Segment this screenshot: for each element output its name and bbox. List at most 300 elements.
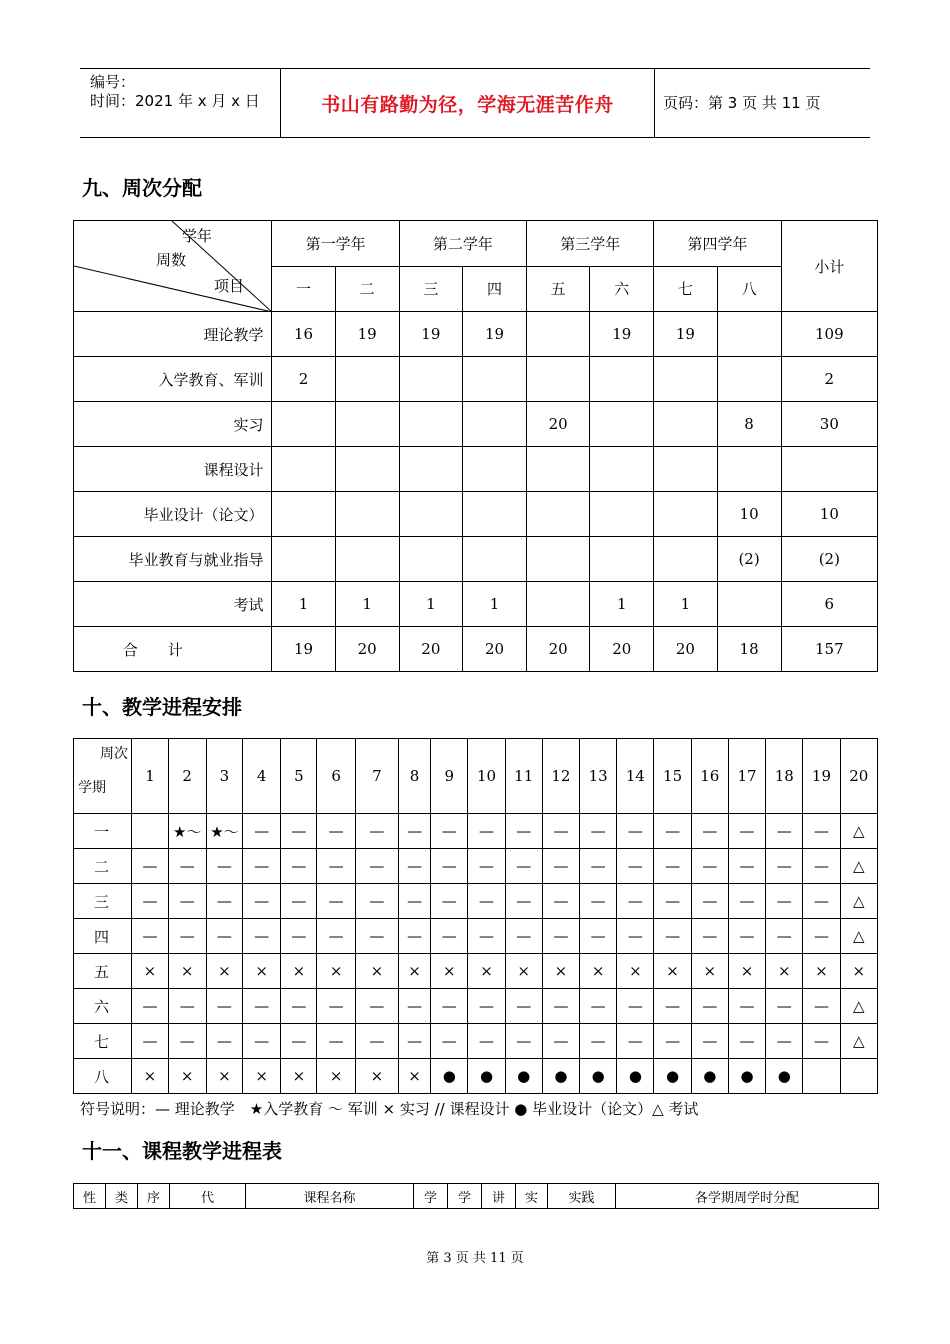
schedule-cell: — — [654, 1024, 691, 1059]
week-header: 14 — [617, 739, 654, 814]
year-header: 第三学年 — [527, 221, 654, 267]
week-header: 15 — [654, 739, 691, 814]
table-cell: 19 — [462, 312, 526, 357]
schedule-cell: × — [431, 954, 468, 989]
schedule-cell: △ — [840, 1024, 877, 1059]
schedule-cell: × — [206, 954, 242, 989]
schedule-cell: × — [468, 954, 505, 989]
term-label: 七 — [74, 1024, 132, 1059]
table-cell: 20 — [399, 627, 462, 672]
motto: 书山有路勤为径，学海无涯苦作舟 — [321, 93, 614, 116]
schedule-cell: — — [398, 884, 430, 919]
table-cell — [527, 447, 590, 492]
table-cell — [717, 447, 781, 492]
week-header: 8 — [398, 739, 430, 814]
column-header: 各学期周学时分配 — [616, 1184, 879, 1209]
table-cell — [654, 357, 717, 402]
schedule-cell: ★～ — [168, 814, 206, 849]
table-row — [74, 312, 878, 357]
schedule-cell: × — [803, 954, 840, 989]
schedule-cell: × — [355, 954, 398, 989]
schedule-cell: — — [243, 919, 281, 954]
schedule-cell: × — [617, 954, 654, 989]
table-cell — [335, 537, 399, 582]
table-cell: 1 — [272, 582, 335, 627]
schedule-cell: × — [317, 1059, 355, 1094]
schedule-cell: — — [317, 884, 355, 919]
schedule-cell: ● — [728, 1059, 765, 1094]
schedule-cell: — — [281, 884, 317, 919]
schedule-cell: — — [468, 884, 505, 919]
table-cell: 19 — [335, 312, 399, 357]
column-header: 讲 — [482, 1184, 516, 1209]
schedule-cell: — — [803, 919, 840, 954]
table-cell: 1 — [462, 582, 526, 627]
table-cell: 1 — [335, 582, 399, 627]
schedule-cell: — — [505, 1024, 542, 1059]
table-cell — [335, 492, 399, 537]
schedule-cell: — — [132, 1024, 168, 1059]
table-cell: 16 — [272, 312, 335, 357]
week-header: 3 — [206, 739, 242, 814]
table-cell: 1 — [590, 582, 654, 627]
schedule-cell: — — [431, 884, 468, 919]
schedule-cell: — — [132, 884, 168, 919]
table-row — [74, 402, 878, 447]
schedule-cell: — — [317, 849, 355, 884]
term-label: 三 — [74, 884, 132, 919]
schedule-cell: × — [840, 954, 877, 989]
table-cell: 20 — [527, 627, 590, 672]
section11-title: 十一、课程教学进程表 — [82, 1139, 282, 1163]
table-cell — [462, 402, 526, 447]
schedule-cell: — — [206, 919, 242, 954]
table-cell — [654, 537, 717, 582]
column-header: 实践 — [548, 1184, 616, 1209]
week-header: 12 — [542, 739, 579, 814]
schedule-cell: — — [431, 989, 468, 1024]
schedule-cell: — — [542, 884, 579, 919]
schedule-cell: — — [803, 884, 840, 919]
week-header: 11 — [505, 739, 542, 814]
table-cell — [462, 357, 526, 402]
schedule-cell: — — [243, 849, 281, 884]
table-cell: 19 — [399, 312, 462, 357]
table-cell — [399, 537, 462, 582]
term-header: 一 — [272, 266, 335, 312]
schedule-cell: — — [317, 989, 355, 1024]
schedule-cell: — — [281, 1024, 317, 1059]
corner-weeks-label: 周数 — [156, 251, 187, 269]
schedule-cell: — — [355, 849, 398, 884]
schedule-cell: — — [281, 814, 317, 849]
schedule-cell: — — [281, 989, 317, 1024]
table-cell — [399, 402, 462, 447]
schedule-cell: × — [132, 954, 168, 989]
week-header: 6 — [317, 739, 355, 814]
table-cell — [335, 357, 399, 402]
schedule-cell: — — [691, 989, 728, 1024]
table-row — [74, 1024, 878, 1059]
table-cell: 10 — [781, 492, 877, 537]
table-cell: 6 — [781, 582, 877, 627]
schedule-cell: — — [206, 884, 242, 919]
subtotal-header: 小计 — [781, 221, 877, 312]
schedule-cell: △ — [840, 989, 877, 1024]
schedule-cell: — — [728, 849, 765, 884]
schedule-cell: — — [691, 814, 728, 849]
week-header: 4 — [243, 739, 281, 814]
table-row — [74, 814, 878, 849]
week-header: 16 — [691, 739, 728, 814]
week-header: 17 — [728, 739, 765, 814]
schedule-cell: — — [691, 849, 728, 884]
row-item-label: 理论教学 — [74, 312, 272, 357]
schedule-cell: × — [728, 954, 765, 989]
schedule-cell: △ — [840, 919, 877, 954]
column-header: 课程名称 — [246, 1184, 414, 1209]
schedule-cell: × — [398, 954, 430, 989]
schedule-cell: — — [542, 989, 579, 1024]
schedule-cell: — — [580, 919, 617, 954]
week-allocation-table — [73, 220, 878, 672]
schedule-cell: × — [542, 954, 579, 989]
schedule-cell: — — [691, 1024, 728, 1059]
table-cell: 2 — [781, 357, 877, 402]
term-label: 八 — [74, 1059, 132, 1094]
table-cell — [654, 447, 717, 492]
schedule-cell: — — [580, 1024, 617, 1059]
row-item-label: 课程设计 — [74, 447, 272, 492]
column-header: 类 — [106, 1184, 138, 1209]
table-row — [74, 537, 878, 582]
schedule-cell: — — [468, 1024, 505, 1059]
table-cell — [527, 357, 590, 402]
week-header: 10 — [468, 739, 505, 814]
schedule-cell: — — [654, 919, 691, 954]
schedule-cell: — — [728, 1024, 765, 1059]
column-header: 实 — [516, 1184, 548, 1209]
schedule-cell: — — [398, 814, 430, 849]
corner-week-label: 周次 — [100, 746, 128, 762]
schedule-cell: — — [168, 1024, 206, 1059]
schedule-cell: — — [317, 919, 355, 954]
term-header: 三 — [399, 266, 462, 312]
schedule-cell: — — [505, 814, 542, 849]
schedule-cell — [803, 1059, 840, 1094]
week-header: 1 — [132, 739, 168, 814]
table-row — [74, 492, 878, 537]
week-term-corner — [74, 739, 132, 814]
term-label: 六 — [74, 989, 132, 1024]
schedule-cell: — — [431, 814, 468, 849]
schedule-cell — [840, 1059, 877, 1094]
row-item-label: 毕业设计（论文） — [74, 492, 272, 537]
schedule-cell: ● — [542, 1059, 579, 1094]
schedule-cell: — — [317, 1024, 355, 1059]
schedule-cell: ● — [468, 1059, 505, 1094]
table-cell: 20 — [654, 627, 717, 672]
table-cell — [335, 447, 399, 492]
table-cell — [590, 447, 654, 492]
page-info: 页码：第 3 页 共 11 页 — [663, 94, 821, 112]
teaching-schedule-table — [73, 738, 878, 1094]
schedule-cell: — — [766, 814, 803, 849]
schedule-cell: — — [243, 814, 281, 849]
schedule-cell: — — [355, 814, 398, 849]
term-label: 四 — [74, 919, 132, 954]
schedule-cell: — — [132, 989, 168, 1024]
table-cell: 20 — [462, 627, 526, 672]
column-header: 序 — [138, 1184, 170, 1209]
schedule-cell: — — [468, 814, 505, 849]
table-cell — [399, 447, 462, 492]
schedule-cell: × — [206, 1059, 242, 1094]
table-cell — [717, 357, 781, 402]
schedule-cell: — — [243, 1024, 281, 1059]
table-cell: 19 — [654, 312, 717, 357]
term-label: 一 — [74, 814, 132, 849]
schedule-cell: × — [281, 954, 317, 989]
section9-title: 九、周次分配 — [82, 176, 202, 200]
schedule-cell: — — [206, 989, 242, 1024]
schedule-cell: — — [654, 989, 691, 1024]
schedule-cell: — — [691, 919, 728, 954]
table-row — [74, 989, 878, 1024]
schedule-cell: ★～ — [206, 814, 242, 849]
table-cell — [335, 402, 399, 447]
table-cell: 2 — [272, 357, 335, 402]
table-cell — [272, 537, 335, 582]
schedule-cell: × — [317, 954, 355, 989]
table-cell: 20 — [335, 627, 399, 672]
schedule-cell — [132, 814, 168, 849]
row-item-label: 毕业教育与就业指导 — [74, 537, 272, 582]
table-cell: 20 — [590, 627, 654, 672]
week-header: 13 — [580, 739, 617, 814]
schedule-cell: — — [728, 884, 765, 919]
schedule-cell: — — [617, 884, 654, 919]
table-cell — [272, 492, 335, 537]
table-cell — [462, 492, 526, 537]
page-footer: 第 3 页 共 11 页 — [426, 1251, 524, 1266]
schedule-cell: — — [580, 884, 617, 919]
table-cell — [654, 492, 717, 537]
schedule-cell: ● — [766, 1059, 803, 1094]
schedule-cell: — — [206, 849, 242, 884]
table-cell: 1 — [654, 582, 717, 627]
table-cell: 18 — [717, 627, 781, 672]
table-row — [74, 627, 878, 672]
table-cell: 30 — [781, 402, 877, 447]
column-header: 学 — [414, 1184, 448, 1209]
table-cell — [654, 402, 717, 447]
corner-cell — [74, 221, 272, 312]
table-cell — [399, 492, 462, 537]
schedule-cell: — — [542, 814, 579, 849]
schedule-cell: — — [243, 989, 281, 1024]
table-cell — [272, 402, 335, 447]
schedule-cell: — — [168, 919, 206, 954]
schedule-cell: — — [766, 1024, 803, 1059]
schedule-cell: — — [766, 849, 803, 884]
table-cell — [399, 357, 462, 402]
schedule-cell: — — [468, 989, 505, 1024]
schedule-cell: — — [168, 989, 206, 1024]
week-header: 2 — [168, 739, 206, 814]
schedule-cell: — — [355, 919, 398, 954]
schedule-cell: — — [505, 849, 542, 884]
schedule-cell: — — [542, 1024, 579, 1059]
schedule-cell: — — [398, 989, 430, 1024]
time-label: 时间：2021 年 x 月 x 日 — [90, 92, 260, 110]
table-cell: 19 — [590, 312, 654, 357]
schedule-cell: — — [617, 989, 654, 1024]
term-label: 二 — [74, 849, 132, 884]
table-cell — [781, 447, 877, 492]
schedule-cell: ● — [654, 1059, 691, 1094]
table-row — [74, 357, 878, 402]
schedule-cell: × — [281, 1059, 317, 1094]
schedule-cell: × — [505, 954, 542, 989]
schedule-cell: ● — [505, 1059, 542, 1094]
schedule-cell: — — [505, 884, 542, 919]
year-header: 第一学年 — [272, 221, 399, 267]
table-cell — [590, 492, 654, 537]
corner-year-label: 学年 — [182, 227, 213, 245]
schedule-cell: — — [168, 849, 206, 884]
table-cell: 8 — [717, 402, 781, 447]
schedule-cell: ● — [617, 1059, 654, 1094]
column-header: 性 — [74, 1184, 106, 1209]
year-header: 第四学年 — [654, 221, 781, 267]
schedule-cell: — — [431, 849, 468, 884]
table-cell — [462, 537, 526, 582]
schedule-cell: — — [355, 1024, 398, 1059]
schedule-cell: ● — [691, 1059, 728, 1094]
week-header: 5 — [281, 739, 317, 814]
table-row — [74, 582, 878, 627]
table-cell — [717, 312, 781, 357]
schedule-cell: — — [398, 1024, 430, 1059]
schedule-cell: — — [505, 919, 542, 954]
schedule-cell: × — [398, 1059, 430, 1094]
year-header: 第二学年 — [399, 221, 526, 267]
schedule-cell: — — [243, 884, 281, 919]
schedule-cell: — — [803, 1024, 840, 1059]
term-header: 五 — [527, 266, 590, 312]
schedule-cell: — — [617, 849, 654, 884]
schedule-cell: × — [355, 1059, 398, 1094]
schedule-cell: — — [398, 919, 430, 954]
schedule-cell: △ — [840, 884, 877, 919]
section10-title: 十、教学进程安排 — [82, 695, 242, 719]
term-header: 二 — [335, 266, 399, 312]
table-cell: (2) — [717, 537, 781, 582]
term-header: 六 — [590, 266, 654, 312]
schedule-cell: — — [728, 814, 765, 849]
schedule-cell: △ — [840, 849, 877, 884]
table-cell: (2) — [781, 537, 877, 582]
column-header: 代 — [170, 1184, 246, 1209]
schedule-cell: — — [317, 814, 355, 849]
table-cell: 1 — [399, 582, 462, 627]
schedule-cell: — — [281, 919, 317, 954]
table-row — [74, 919, 878, 954]
schedule-cell: — — [617, 919, 654, 954]
number-label: 编号： — [90, 73, 136, 91]
course-progress-table — [73, 1183, 879, 1209]
table-cell — [462, 447, 526, 492]
table-row — [74, 447, 878, 492]
schedule-cell: — — [431, 919, 468, 954]
schedule-cell: — — [206, 1024, 242, 1059]
schedule-cell: ● — [431, 1059, 468, 1094]
page-header — [80, 68, 870, 138]
schedule-cell: — — [654, 884, 691, 919]
table-cell: 109 — [781, 312, 877, 357]
schedule-cell: — — [132, 849, 168, 884]
row-item-label: 入学教育、军训 — [74, 357, 272, 402]
header-meta — [80, 69, 281, 137]
schedule-cell: — — [355, 989, 398, 1024]
schedule-cell: — — [468, 919, 505, 954]
schedule-cell: × — [766, 954, 803, 989]
schedule-cell: × — [243, 954, 281, 989]
table-cell — [717, 582, 781, 627]
table-cell — [527, 582, 590, 627]
schedule-cell: — — [654, 849, 691, 884]
schedule-cell: × — [654, 954, 691, 989]
schedule-cell: — — [168, 884, 206, 919]
schedule-cell: — — [617, 1024, 654, 1059]
schedule-cell: — — [803, 989, 840, 1024]
header-page-cell — [655, 69, 870, 137]
schedule-cell: — — [803, 814, 840, 849]
corner-term-label: 学期 — [78, 780, 106, 796]
schedule-cell: × — [691, 954, 728, 989]
schedule-cell: △ — [840, 814, 877, 849]
table-cell: 10 — [717, 492, 781, 537]
schedule-cell: — — [728, 919, 765, 954]
row-item-label: 合 计 — [74, 627, 272, 672]
schedule-cell: — — [398, 849, 430, 884]
schedule-cell: — — [766, 884, 803, 919]
week-header: 7 — [355, 739, 398, 814]
table-row — [74, 849, 878, 884]
schedule-cell: — — [281, 849, 317, 884]
table-cell — [527, 312, 590, 357]
schedule-cell: — — [542, 849, 579, 884]
schedule-cell: — — [580, 849, 617, 884]
term-header: 八 — [717, 266, 781, 312]
table-cell: 157 — [781, 627, 877, 672]
schedule-cell: — — [505, 989, 542, 1024]
week-header: 18 — [766, 739, 803, 814]
schedule-cell: — — [766, 919, 803, 954]
schedule-cell: — — [766, 989, 803, 1024]
table-cell: 20 — [527, 402, 590, 447]
table-cell — [272, 447, 335, 492]
term-header: 七 — [654, 266, 717, 312]
table-row — [74, 1059, 878, 1094]
table-cell — [527, 537, 590, 582]
table-row — [74, 954, 878, 989]
schedule-cell: — — [728, 989, 765, 1024]
schedule-cell: × — [132, 1059, 168, 1094]
week-header: 19 — [803, 739, 840, 814]
schedule-cell: × — [243, 1059, 281, 1094]
